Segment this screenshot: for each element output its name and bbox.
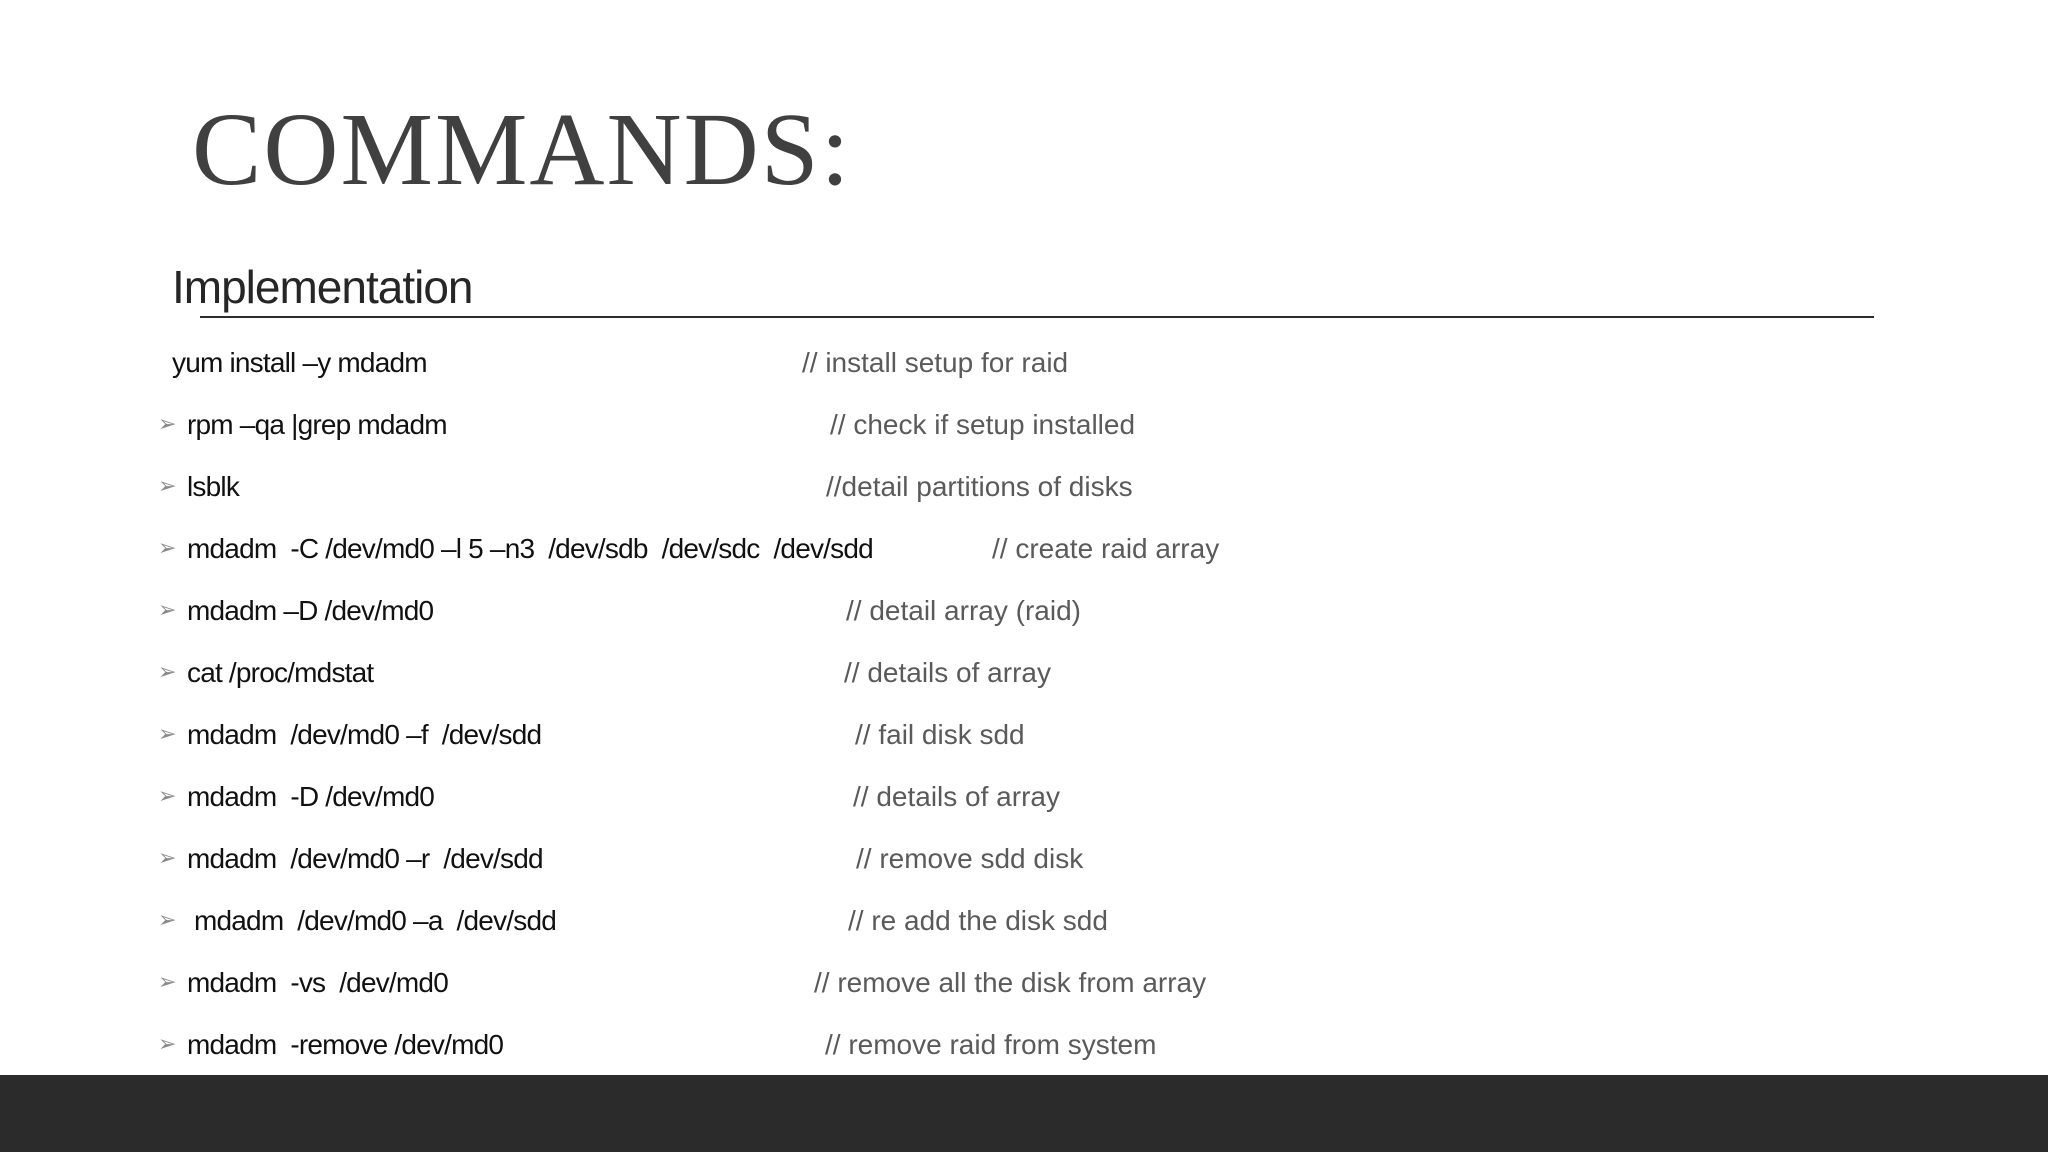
command-row: [0, 966, 2048, 1006]
command-row: [0, 594, 2048, 634]
command-comment: // remove raid from system: [825, 1029, 1157, 1060]
command-text: mdadm /dev/md0 –r /dev/sdd: [187, 843, 543, 874]
command-text: mdadm /dev/md0 –f /dev/sdd: [187, 719, 542, 750]
arrow-bullet-icon: ➢: [158, 970, 177, 995]
command-text: cat /proc/mdstat: [187, 657, 374, 688]
arrow-bullet-icon: ➢: [158, 536, 177, 561]
arrow-bullet-icon: ➢: [158, 1032, 177, 1057]
arrow-bullet-icon: ➢: [158, 722, 177, 747]
arrow-bullet-icon: ➢: [158, 412, 177, 437]
command-row: [0, 656, 2048, 696]
command-comment: // details of array: [853, 781, 1060, 812]
arrow-bullet-icon: ➢: [158, 660, 177, 685]
command-comment: // remove all the disk from array: [814, 967, 1207, 998]
subtitle-underline: [200, 316, 1874, 318]
command-comment: // check if setup installed: [830, 409, 1136, 440]
command-row: [0, 532, 2048, 572]
command-text: mdadm /dev/md0 –a /dev/sdd: [187, 905, 557, 936]
command-comment: //detail partitions of disks: [826, 471, 1133, 502]
command-text: mdadm -C /dev/md0 –l 5 –n3 /dev/sdb /dev/sdc /dev/sdd: [187, 533, 873, 564]
command-comment: // re add the disk sdd: [848, 905, 1108, 936]
arrow-bullet-icon: ➢: [158, 846, 177, 871]
arrow-bullet-icon: ➢: [158, 598, 177, 623]
command-row: [0, 1028, 2048, 1068]
command-text: mdadm -vs /dev/md0: [187, 967, 448, 998]
command-comment: // remove sdd disk: [856, 843, 1084, 874]
command-text: mdadm -remove /dev/md0: [187, 1029, 504, 1060]
slide-subtitle: Implementation: [172, 261, 473, 313]
command-comment: // fail disk sdd: [855, 719, 1025, 750]
command-text: lsblk: [187, 471, 240, 502]
slide-title: COMMANDS:: [192, 92, 852, 207]
command-row: [0, 346, 2048, 386]
arrow-bullet-icon: ➢: [158, 908, 177, 933]
command-text: yum install –y mdadm: [172, 347, 427, 378]
command-text: mdadm -D /dev/md0: [187, 781, 435, 812]
arrow-bullet-icon: ➢: [158, 784, 177, 809]
command-comment: // detail array (raid): [846, 595, 1081, 626]
command-row: [0, 718, 2048, 758]
command-text: mdadm –D /dev/md0: [187, 595, 434, 626]
command-text: rpm –qa |grep mdadm: [187, 409, 447, 440]
footer-bar: [0, 1075, 2048, 1152]
command-row: [0, 904, 2048, 944]
command-comment: // details of array: [844, 657, 1051, 688]
command-row: [0, 470, 2048, 510]
command-row: [0, 842, 2048, 882]
command-comment: // install setup for raid: [802, 347, 1069, 378]
arrow-bullet-icon: ➢: [158, 474, 177, 499]
command-row: [0, 780, 2048, 820]
command-row: [0, 408, 2048, 448]
command-comment: // create raid array: [992, 533, 1220, 564]
